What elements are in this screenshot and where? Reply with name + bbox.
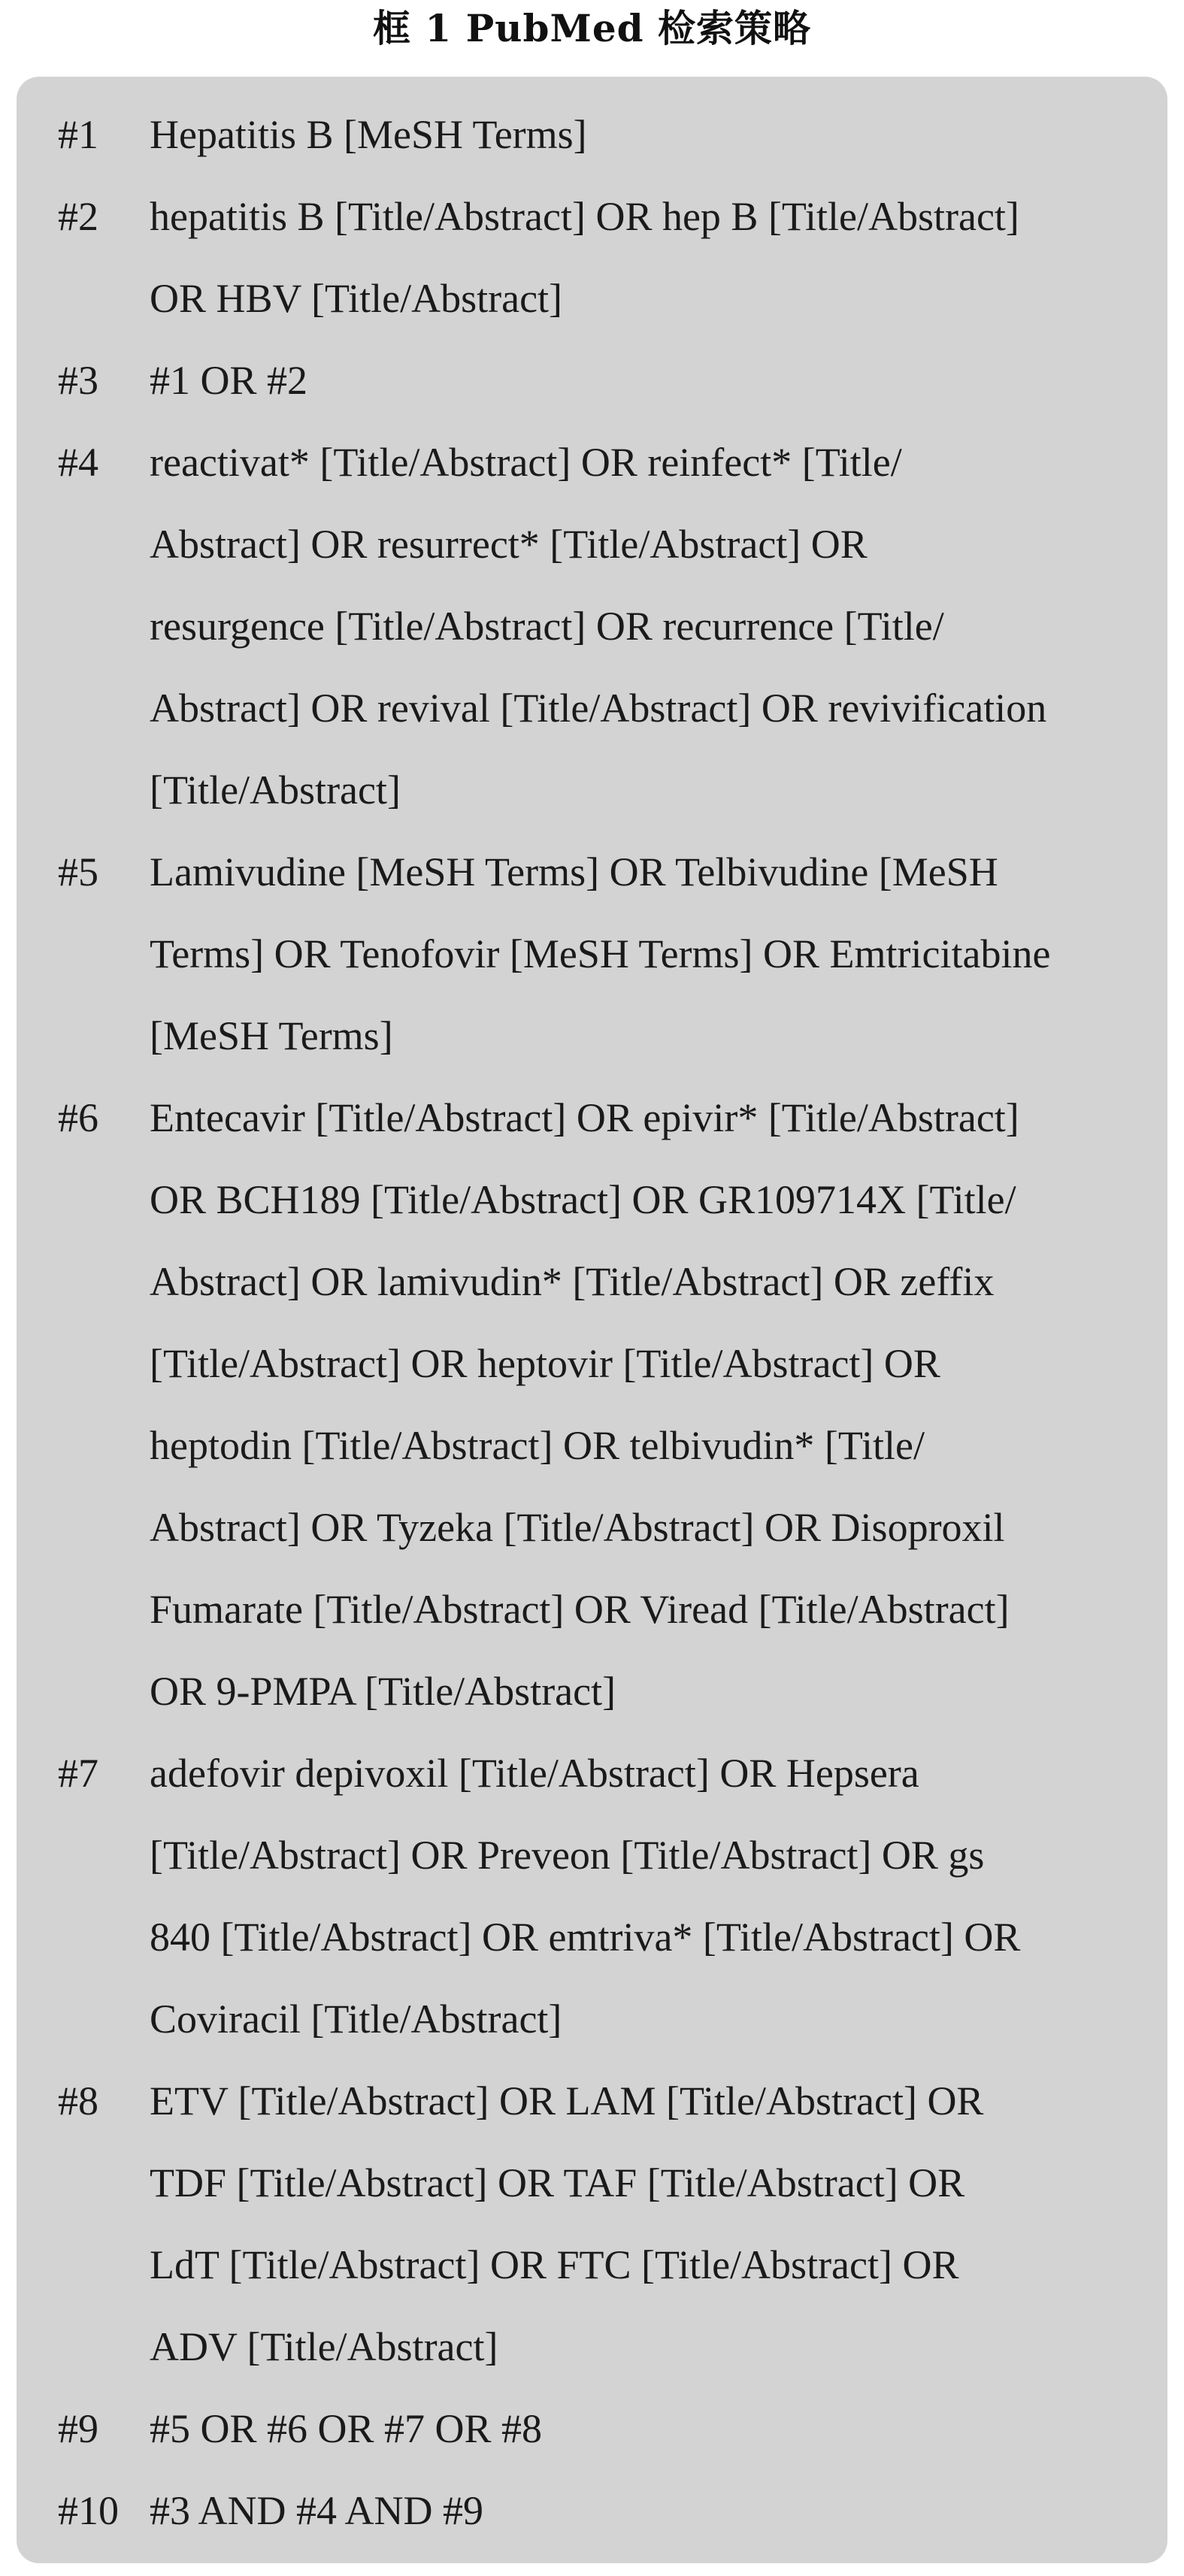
- search-step-number: #2: [58, 194, 98, 239]
- box-title: 框 1 PubMed 检索策略: [372, 6, 812, 50]
- search-step-number: #5: [58, 849, 98, 894]
- search-step-query: #5 OR #6 OR #7 OR #8: [150, 2406, 543, 2451]
- search-row-9: [17, 2388, 1167, 2470]
- search-step-query: #1 OR #2: [150, 358, 308, 403]
- search-row-1: [17, 94, 1167, 176]
- search-row-4: [17, 422, 1167, 831]
- search-step-query: Entecavir [Title/Abstract] OR epivir* [Title/Abstract] OR BCH189 [Title/Abstract] OR GR109714X [Title/ Abstract] OR lamivudin* [Title/Abstract] OR zeffix [Title/Abstract] OR heptovir [Title/Abstract] OR heptodin [Title/Abstract] OR telbivudin* [Title/ Abstract] OR Tyzeka [Title/Abstract] OR Disoproxil Fumarate [Title/Abstract] OR Viread [Title/Abstract] OR 9-PMPA [Title/Abstract]: [150, 1095, 1019, 1714]
- search-step-number: #7: [58, 1751, 98, 1796]
- search-step-query: hepatitis B [Title/Abstract] OR hep B [Title/Abstract] OR HBV [Title/Abstract]: [150, 194, 1019, 321]
- search-step-query: Hepatitis B [MeSH Terms]: [150, 112, 587, 157]
- search-step-query: #3 AND #4 AND #9: [150, 2488, 484, 2533]
- search-step-query: ETV [Title/Abstract] OR LAM [Title/Abstract] OR TDF [Title/Abstract] OR TAF [Title/Abstract] OR LdT [Title/Abstract] OR FTC [Title/Abstract] OR ADV [Title/Abstract]: [150, 2078, 984, 2369]
- search-step-number: #9: [58, 2406, 98, 2451]
- search-step-number: #8: [58, 2078, 98, 2123]
- search-step-query: Lamivudine [MeSH Terms] OR Telbivudine [MeSH Terms] OR Tenofovir [MeSH Terms] OR Emtricitabine [MeSH Terms]: [150, 849, 1051, 1058]
- search-step-number: #10: [58, 2488, 119, 2533]
- search-strategy-box: [17, 77, 1167, 2563]
- search-row-3: [17, 340, 1167, 422]
- search-step-number: #4: [58, 440, 98, 485]
- search-row-7: [17, 1733, 1167, 2060]
- search-row-2: [17, 176, 1167, 340]
- search-step-number: #3: [58, 358, 98, 403]
- search-step-number: #1: [58, 112, 98, 157]
- search-row-10: [17, 2470, 1167, 2552]
- search-step-number: #6: [58, 1095, 98, 1140]
- search-row-8: [17, 2060, 1167, 2388]
- search-row-6: [17, 1077, 1167, 1733]
- search-step-query: reactivat* [Title/Abstract] OR reinfect* [Title/ Abstract] OR resurrect* [Title/Abstract] OR resurgence [Title/Abstract] OR recurrence [Title/ Abstract] OR revival [Title/Abstract] OR revivification [Title/Abstract]: [150, 440, 1047, 813]
- search-row-5: [17, 831, 1167, 1077]
- search-step-query: adefovir depivoxil [Title/Abstract] OR Hepsera [Title/Abstract] OR Preveon [Title/Abstract] OR gs 840 [Title/Abstract] OR emtriva* [Title/Abstract] OR Coviracil [Title/Abstract]: [150, 1751, 1021, 2042]
